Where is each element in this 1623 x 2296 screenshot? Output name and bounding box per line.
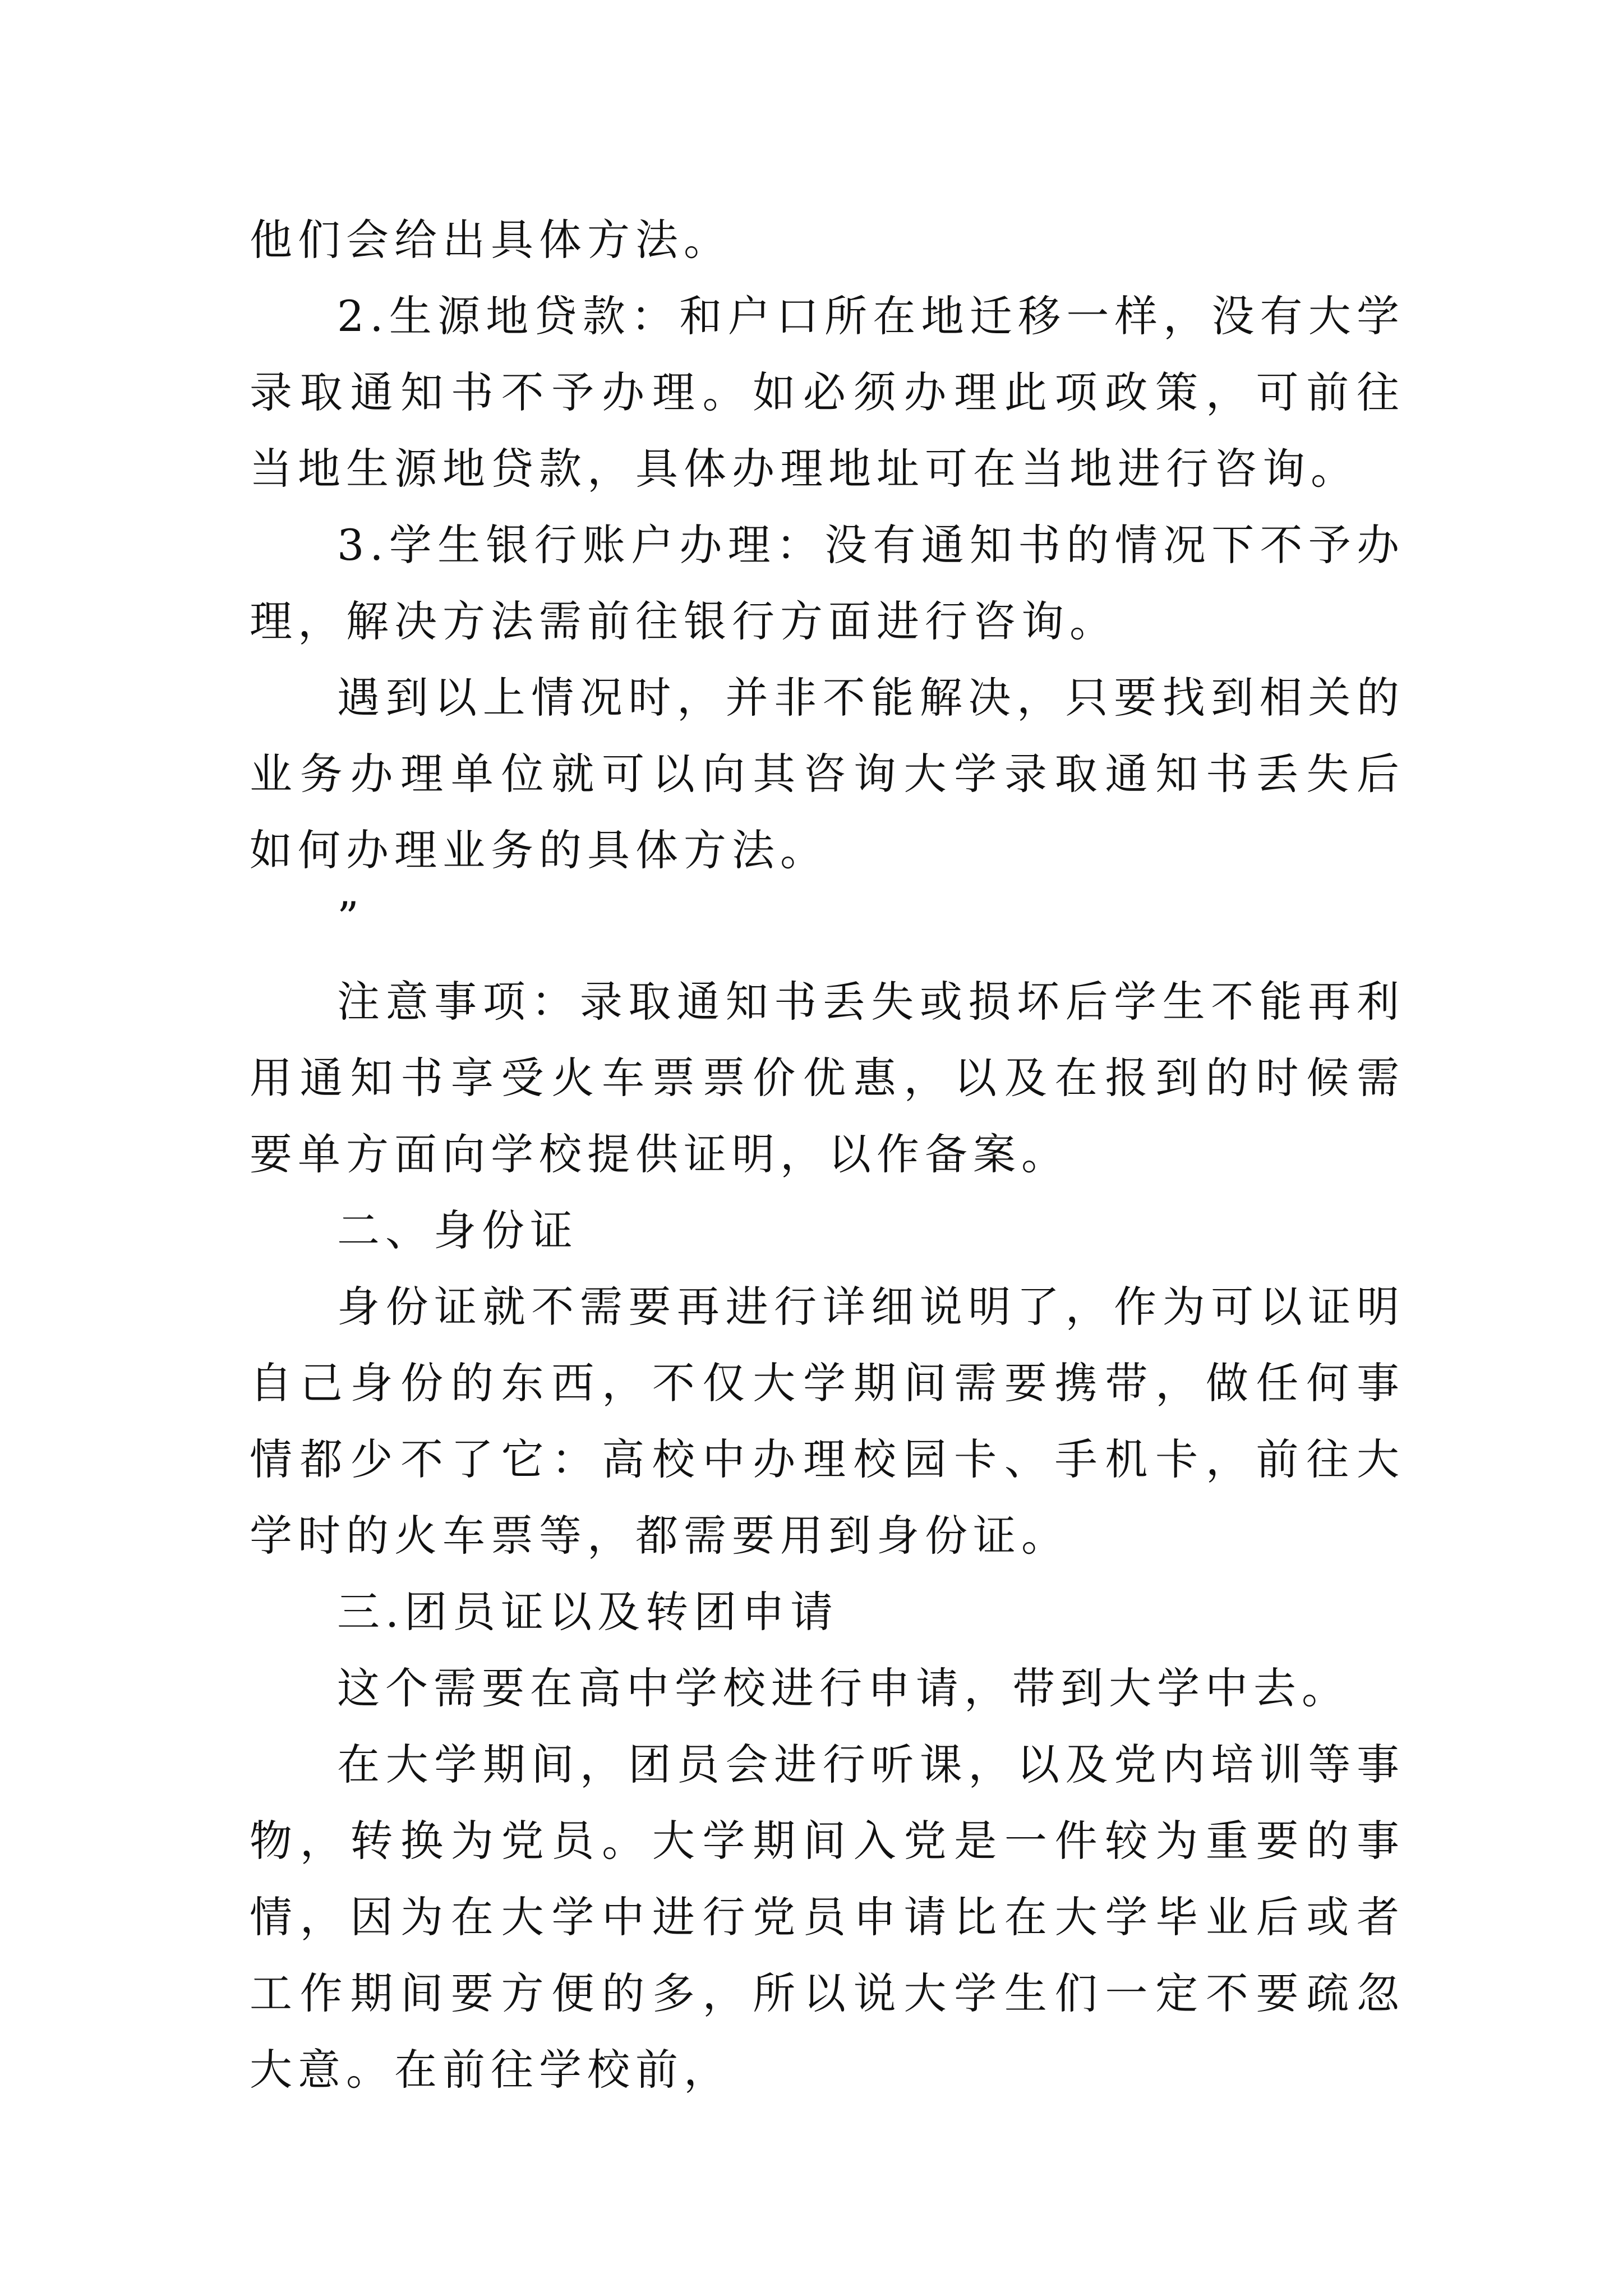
spacer	[250, 947, 1405, 964]
paragraph-id-card: 身份证就不需要再进行详细说明了，作为可以证明自己身份的东西，不仅大学期间需要携带，做任何事情都少不了它：高校中办理校园卡、手机卡，前往大学时的火车票等，都需要用到身份证。	[250, 1282, 1405, 1561]
paragraph-league-apply: 这个需要在高中学校进行申请，带到大学中去。	[337, 1663, 1350, 1713]
paragraph-continuation: 他们会给出具体方法。	[250, 215, 732, 265]
paragraph-notice: 注意事项：录取通知书丢失或损坏后学生不能再利用通知书享受火车票票价优惠，以及在报到的时候需要单方面向学校提供证明，以作备案。	[250, 977, 1405, 1179]
closing-quote-mark: ”	[337, 892, 359, 942]
paragraph-solution-summary: 遇到以上情况时，并非不能解决，只要找到相关的业务办理单位就可以向其咨询大学录取通知书丢失后如何办理业务的具体方法。	[250, 673, 1405, 875]
paragraph-bank-account: 3.学生银行账户办理：没有通知书的情况下不予办理，解决方法需前往银行方面进行咨询。	[250, 520, 1405, 646]
heading-id-card: 二、身份证	[337, 1205, 578, 1255]
document-body	[250, 202, 1405, 2108]
heading-league-card: 三.团员证以及转团申请	[337, 1587, 839, 1637]
paragraph-student-loan: 2.生源地贷款：和户口所在地迁移一样，没有大学录取通知书不予办理。如必须办理此项政策，可前往当地生源地贷款，具体办理地址可在当地进行咨询。	[250, 291, 1405, 494]
paragraph-party-membership: 在大学期间，团员会进行听课，以及党内培训等事物，转换为党员。大学期间入党是一件较为重要的事情，因为在大学中进行党员申请比在大学毕业后或者工作期间要方便的多，所以说大学生们一定不要疏忽大意。在前往学校前，	[250, 1740, 1405, 2095]
